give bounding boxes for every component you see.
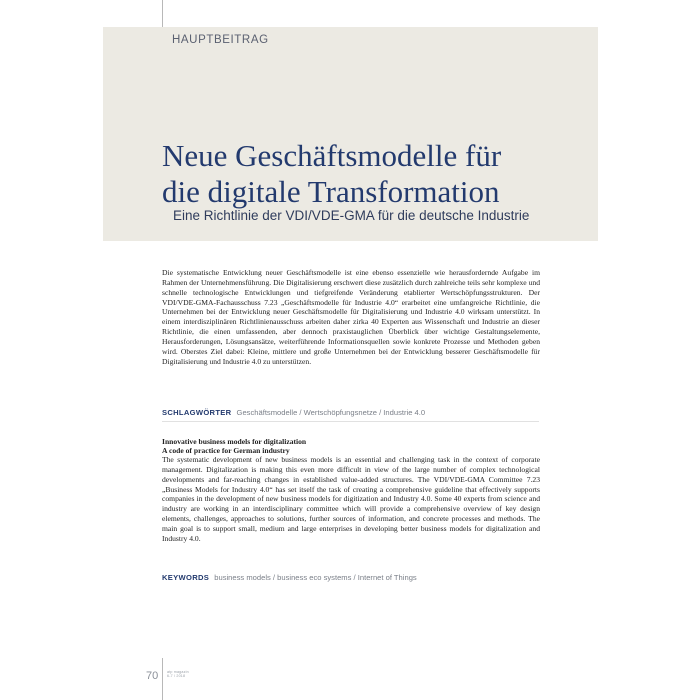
journal-name: atp magazin — [167, 670, 189, 674]
keywords-english — [162, 573, 562, 582]
title-line-1: Neue Geschäftsmodelle für — [162, 138, 502, 173]
divider — [162, 421, 539, 422]
english-title: Innovative business models for digitalization — [162, 437, 307, 446]
keywords-german — [162, 408, 562, 417]
footer-rule — [162, 658, 163, 700]
journal-info — [167, 670, 189, 679]
abstract-german: Die systematische Entwicklung neuer Geschäftsmodelle ist eine ebenso essenzielle wie herausfordernde Aufgabe im Rahmen der Unternehmensführung. Die Digitalisierung erschwert diese zusätzlich durch zahlreiche teils sehr komplexe und schnelle technologische Entwicklungen und tiefgreifende Veränderung etablierter Wertschöpfungsstrukturen. Der VDI/VDE-GMA-Fachausschuss 7.23 „Geschäftsmodelle für Industrie 4.0“ erarbeitet eine umfangreiche Richtlinie, die Unternehmen bei der Entwicklung neuer Geschäftsmodelle für Digitalisierung und Industrie 4.0 wirksam unterstützt. In einem interdisziplinären Richtlinienausschuss arbeiten daher zirka 40 Experten aus Wissenschaft und Industrie an dieser Richtlinie, die einen umfassenden, aber dennoch praxistauglichen Überblick über wichtige Gestaltungselemente, Herausforderungen, Lösungsansätze, weiterführende Informationsquellen sowie konkrete Prozesse und Methoden geben wird. Oberstes Ziel dabei: Kleine, mittlere und große Unternehmen bei der Entwicklung besserer Geschäftsmodelle für Digitalisierung und Industrie 4.0 zu unterstützen. — [162, 268, 540, 366]
title-line-2: die digitale Transformation — [162, 174, 500, 209]
keywords-german-text: Geschäftsmodelle / Wertschöpfungsnetze / Industrie 4.0 — [236, 408, 426, 417]
journal-issue: 6-7 / 2018 — [167, 674, 186, 679]
keywords-english-text: business models / business eco systems / Internet of Things — [214, 573, 417, 582]
section-tag: HAUPTBEITRAG — [172, 34, 269, 46]
abstract-english: The systematic development of new business models is an essential and challenging task in the context of corporate management. Digitalization is making this even more difficult in view of the large number of complex technological developments and far-reaching changes in established value-added structures. The VDI/VDE-GMA Committee 7.23 „Business Models for Industry 4.0“ has set itself the task of creating a comprehensive guideline that effectively supports companies in the development of new business models for digitization and Industry 4.0. Some 40 experts from science and industry are working in an interdisciplinary committee which will provide a comprehensive overview of key design elements, challenges, approaches to solutions, further sources of information, and concrete processes and methods. The main goal is to support small, medium and large enterprises in developing better business models for digitalization and Industry 4.0. — [162, 455, 540, 543]
article-subtitle: Eine Richtlinie der VDI/VDE-GMA für die deutsche Industrie — [173, 208, 530, 223]
article-title — [162, 138, 582, 210]
keywords-english-label: KEYWORDS — [162, 573, 210, 582]
english-subtitle: A code of practice for German industry — [162, 446, 290, 455]
keywords-german-label: SCHLAGWÖRTER — [162, 408, 232, 417]
page-number: 70 — [146, 670, 159, 682]
